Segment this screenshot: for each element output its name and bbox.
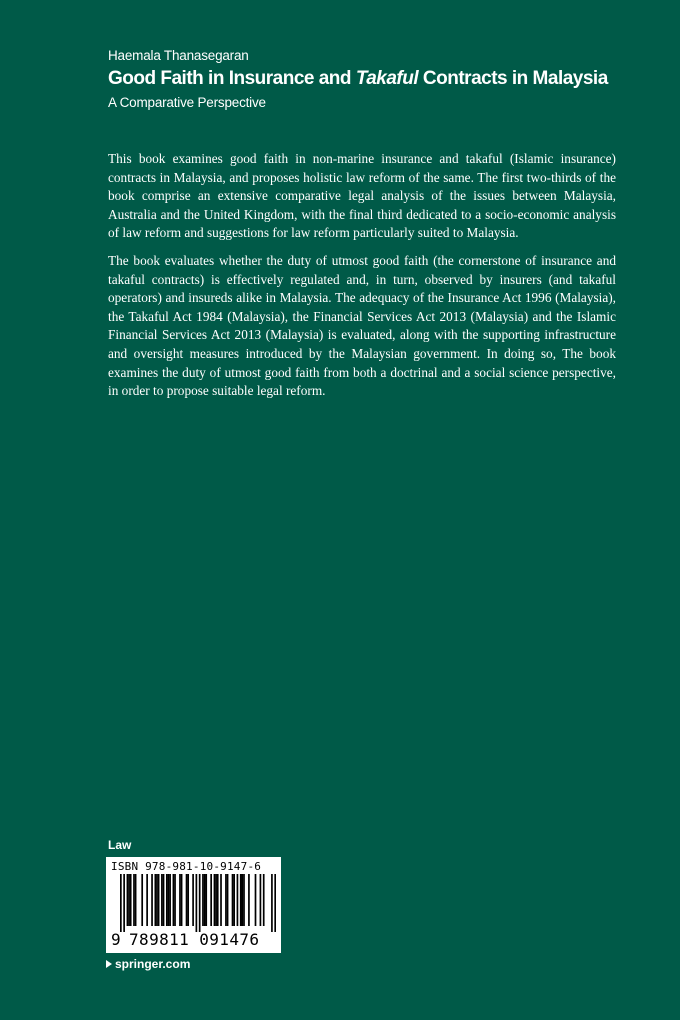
- barcode-bar: [248, 874, 250, 926]
- barcode-bar: [123, 874, 125, 932]
- description-paragraph-1: This book examines good faith in non-marine insurance and takaful (Islamic insurance) contracts in Malaysia, and proposes holistic law reform of the same. The first two-thirds of the book comprise an extensive comparative legal analysis of the issues between Malaysia, Australia and the United Kingdom, with the final third dedicated to a socio-economic analysis of law reform and suggestions for law reform particularly suited to Malaysia.: [108, 151, 616, 241]
- barcode-bar: [199, 874, 201, 932]
- barcode-bar: [127, 874, 129, 926]
- barcode-bar: [263, 874, 265, 926]
- isbn-barcode: [106, 857, 281, 953]
- barcode-bar: [161, 874, 163, 926]
- barcode-bar: [181, 874, 183, 926]
- barcode-bar: [130, 874, 132, 926]
- barcode-bar: [174, 874, 176, 926]
- barcode-bar: [163, 874, 165, 926]
- barcode-bar: [179, 874, 181, 926]
- barcode-first-digit: 9: [111, 930, 121, 949]
- barcode-bar: [146, 874, 148, 926]
- website-link[interactable]: springer.com: [115, 957, 191, 971]
- barcode-bar: [274, 874, 276, 932]
- barcode-bar: [135, 874, 137, 926]
- barcode-bar: [168, 874, 170, 926]
- barcode-bar: [120, 874, 122, 932]
- barcode-bar: [151, 874, 153, 926]
- barcode-bar: [166, 874, 168, 926]
- description-paragraph-2: The book evaluates whether the duty of utmost good faith (the cornerstone of insurance and takaful contracts) is effectively regulated and, in turn, observed by insurers (and takaful operators) and insureds alike in Malaysia. The adequacy of the Insurance Act 1996 (Malaysia), the Takaful Act 1984 (Malaysia), the Financial Services Act 2013 (Malaysia) and the Islamic Financial Services Act 2013 (Malaysia) is evaluated, along with the supporting infrastructure and oversight measures introduced by the Malaysian government. In doing so, The book examines the duty of utmost good faith from both a doctrinal and a social science perspective, in order to propose suitable legal reform.: [108, 252, 616, 399]
- barcode-bar: [214, 874, 216, 926]
- barcode-bar: [255, 874, 257, 926]
- barcode-bar: [173, 874, 175, 926]
- author-name: Haemala Thanasegaran: [108, 48, 249, 63]
- barcode-bar: [204, 874, 206, 926]
- title-italic-word: Takaful: [355, 68, 419, 89]
- isbn-label: ISBN 978-981-10-9147-6: [111, 860, 262, 873]
- barcode-bar: [154, 874, 156, 926]
- barcode-bar: [187, 874, 189, 926]
- barcode-bar: [220, 874, 222, 926]
- book-title: [108, 68, 608, 90]
- publisher-website[interactable]: [106, 957, 190, 971]
- book-subtitle: A Comparative Perspective: [108, 95, 266, 110]
- barcode-bar: [271, 874, 273, 932]
- barcode-bar: [237, 874, 239, 926]
- barcode-bar: [232, 874, 234, 926]
- subject-category: Law: [108, 838, 132, 852]
- barcode-bar: [225, 874, 227, 926]
- barcode-digits: 789811 091476: [129, 930, 260, 949]
- barcode-bar: [202, 874, 204, 926]
- barcode-bar: [169, 874, 171, 926]
- barcode-bar: [215, 874, 217, 926]
- barcode-bar: [243, 874, 245, 926]
- title-part-2: Contracts in Malaysia: [418, 68, 608, 89]
- barcode-bar: [242, 874, 244, 926]
- barcode-bar: [158, 874, 160, 926]
- barcode-bars: [120, 874, 276, 932]
- title-part-1: Good Faith in Insurance and: [108, 68, 356, 89]
- barcode-bar: [233, 874, 235, 926]
- book-description: [108, 150, 616, 410]
- barcode-bar: [205, 874, 207, 926]
- barcode-bar: [217, 874, 219, 926]
- barcode-bar: [192, 874, 194, 926]
- barcode-bar: [141, 874, 143, 926]
- barcode-bar: [240, 874, 242, 926]
- arrow-right-icon: [106, 960, 112, 968]
- barcode-bar: [186, 874, 188, 926]
- barcode-bar: [128, 874, 130, 926]
- barcode-bar: [210, 874, 212, 926]
- barcode-bar: [196, 874, 198, 932]
- barcode-bar: [133, 874, 135, 926]
- barcode-bar: [227, 874, 229, 926]
- barcode-bar: [156, 874, 158, 926]
- barcode-bar: [260, 874, 262, 926]
